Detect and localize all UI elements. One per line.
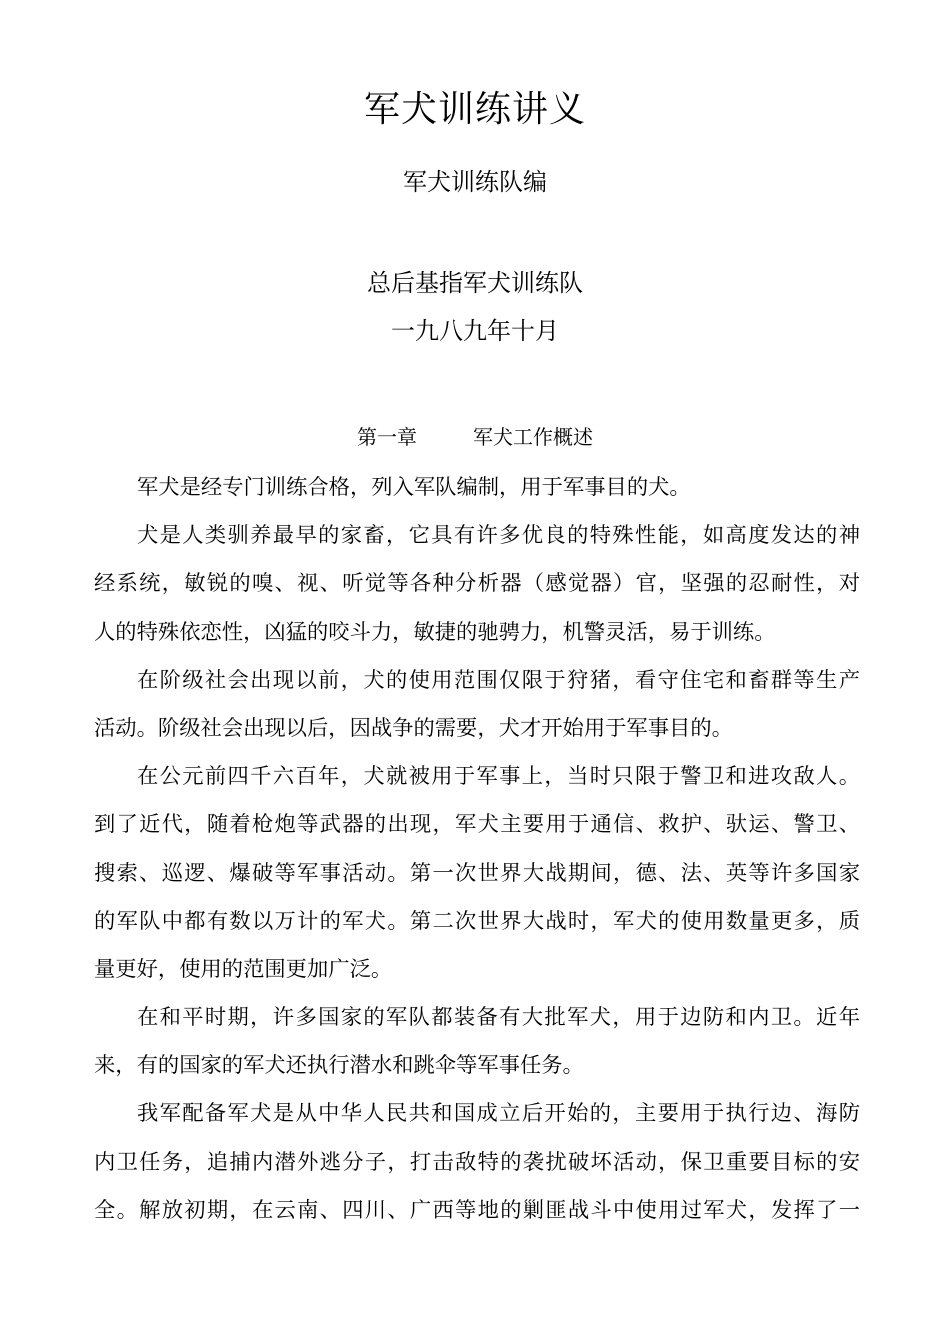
document-subtitle: 军犬训练队编 <box>403 168 547 196</box>
publisher-organization: 总后基指军犬训练队 <box>367 269 583 297</box>
paragraph-2-line-3: 人的特殊依恋性，凶猛的咬斗力，敏捷的驰骋力，机警灵活，易于训练。 <box>94 619 776 645</box>
paragraph-6-line-3: 全。解放初期，在云南、四川、广西等地的剿匪战斗中使用过军犬，发挥了一 <box>94 1197 860 1223</box>
paragraph-3-line-1: 在阶级社会出现以前，犬的使用范围仅限于狩猪，看守住宅和畜群等生产 <box>137 667 860 693</box>
publication-date: 一九八九年十月 <box>391 317 559 345</box>
chapter-heading <box>0 423 950 451</box>
paragraph-4-line-5: 量更好，使用的范围更加广泛。 <box>94 956 393 982</box>
body-text <box>94 464 860 1235</box>
document-title: 军犬训练讲义 <box>363 89 586 130</box>
paragraph-5-line-1: 在和平时期，许多国家的军队都装备有大批军犬，用于边防和内卫。近年 <box>137 1005 860 1031</box>
paragraph-4-line-3: 搜索、巡逻、爆破等军事活动。第一次世界大战期间，德、法、英等许多国家 <box>94 860 860 886</box>
paragraph-4-line-1: 在公元前四千六百年，犬就被用于军事上，当时只限于警卫和进攻敌人。 <box>137 764 860 790</box>
paragraph-3-line-2: 活动。阶级社会出现以后，因战争的需要，犬才开始用于军事目的。 <box>94 715 733 741</box>
paragraph-2-line-1: 犬是人类驯养最早的家畜，它具有许多优良的特殊性能，如高度发达的神 <box>137 523 860 549</box>
paragraph-2-line-2: 经系统，敏锐的嗅、视、听觉等各种分析器（感觉器）官，坚强的忍耐性，对 <box>94 571 860 597</box>
paragraph-4-line-4: 的军队中都有数以万计的军犬。第二次世界大战时，军犬的使用数量更多，质 <box>94 908 860 934</box>
paragraph-5-line-2: 来，有的国家的军犬还执行潜水和跳伞等军事任务。 <box>94 1053 584 1079</box>
chapter-name: 军犬工作概述 <box>473 425 593 449</box>
paragraph-6-line-1: 我军配备军犬是从中华人民共和国成立后开始的，主要用于执行边、海防 <box>137 1101 860 1127</box>
paragraph-6-line-2: 内卫任务，追捕内潜外逃分子，打击敌特的袭扰破坏活动，保卫重要目标的安 <box>94 1149 860 1175</box>
chapter-number: 第一章 <box>357 425 417 449</box>
paragraph-1-line-1: 军犬是经专门训练合格，列入军队编制，用于军事目的犬。 <box>137 475 691 500</box>
paragraph-4-line-2: 到了近代，随着枪炮等武器的出现，军犬主要用于通信、救护、驮运、警卫、 <box>94 812 860 838</box>
